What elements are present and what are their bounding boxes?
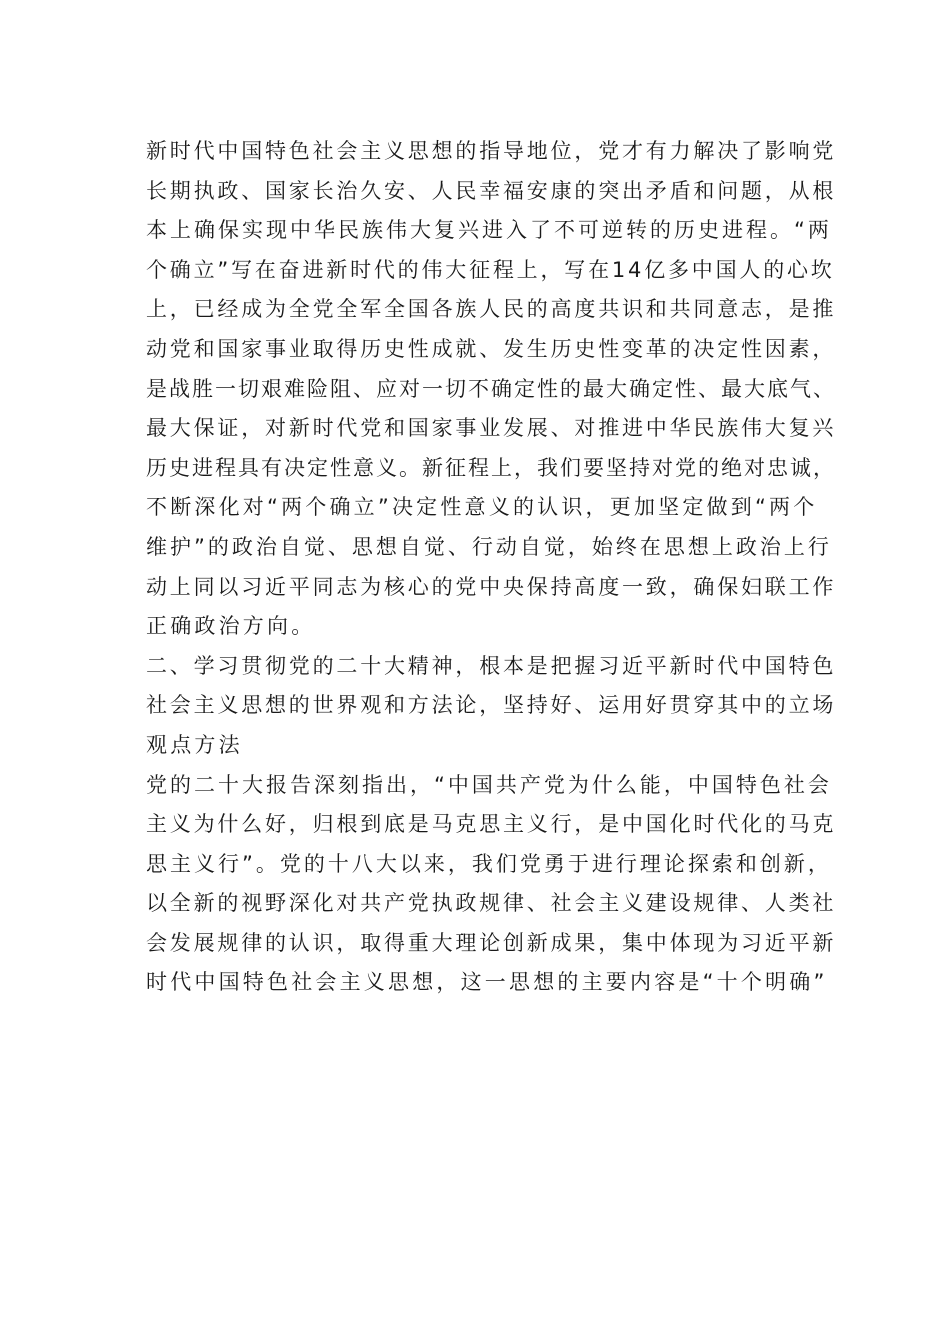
text-line: 动党和国家事业取得历史性成就、发生历史性变革的决定性因素， (146, 336, 837, 361)
document-body (146, 132, 837, 1003)
section-heading-line: 社会主义思想的世界观和方法论，坚持好、运用好贯穿其中的立场 (146, 693, 837, 718)
text-line: 动上同以习近平同志为核心的党中央保持高度一致，确保妇联工作 (146, 574, 837, 599)
text-line: 个确立”写在奋进新时代的伟大征程上，写在14亿多中国人的心坎 (146, 257, 835, 282)
text-line: 时代中国特色社会主义思想，这一思想的主要内容是“十个明确” (146, 970, 828, 995)
text-line: 长期执政、国家长治久安、人民幸福安康的突出矛盾和问题，从根 (146, 178, 837, 203)
text-line: 最大保证，对新时代党和国家事业发展、对推进中华民族伟大复兴 (146, 416, 837, 441)
text-line: 主义为什么好，归根到底是马克思主义行，是中国化时代化的马克 (146, 812, 837, 837)
text-line: 维护”的政治自觉、思想自觉、行动自觉，始终在思想上政治上行 (146, 534, 832, 559)
text-line: 本上确保实现中华民族伟大复兴进入了不可逆转的历史进程。“两 (146, 218, 832, 243)
text-line: 历史进程具有决定性意义。新征程上，我们要坚持对党的绝对忠诚， (146, 455, 836, 480)
text-line: 不断深化对“两个确立”决定性意义的认识，更加坚定做到“两个 (146, 495, 818, 520)
text-line: 以全新的视野深化对共产党执政规律、社会主义建设规律、人类社 (146, 891, 837, 916)
text-line: 上，已经成为全党全军全国各族人民的高度共识和共同意志，是推 (146, 297, 837, 322)
section-heading-line: 观点方法 (146, 732, 243, 757)
text-line: 会发展规律的认识，取得重大理论创新成果，集中体现为习近平新 (146, 930, 837, 955)
section-heading-line: 二、学习贯彻党的二十大精神，根本是把握习近平新时代中国特色 (146, 653, 837, 678)
text-line: 是战胜一切艰难险阻、应对一切不确定性的最大确定性、最大底气、 (146, 376, 836, 401)
text-line: 正确政治方向。 (146, 614, 316, 639)
text-line: 新时代中国特色社会主义思想的指导地位，党才有力解决了影响党 (146, 139, 837, 163)
text-line: 思主义行”。党的十八大以来，我们党勇于进行理论探索和创新， (146, 851, 832, 876)
text-line: 党的二十大报告深刻指出，“中国共产党为什么能，中国特色社会 (146, 772, 832, 797)
